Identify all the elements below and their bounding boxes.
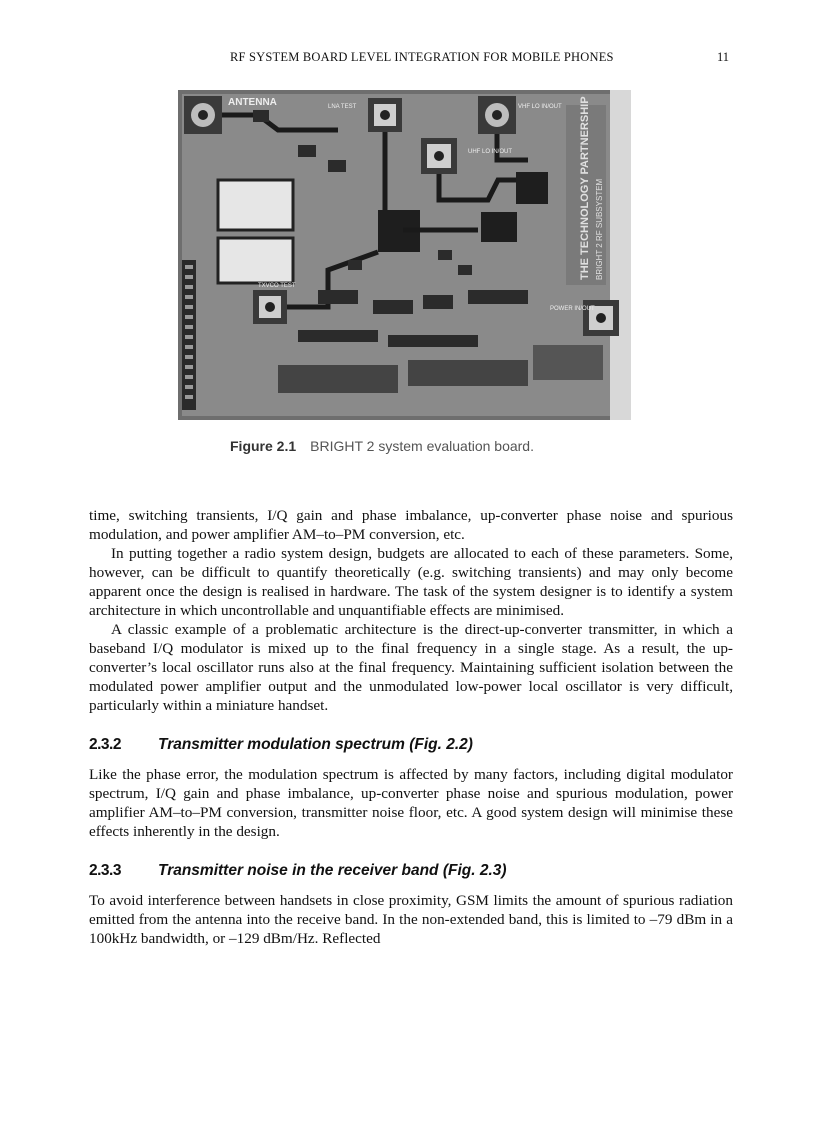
ic-2 [481, 212, 517, 242]
sma-connector-uhf [421, 138, 457, 174]
silk-uhf-lo: UHF LO IN/OUT [468, 149, 513, 155]
sma-connector-antenna [184, 96, 222, 134]
running-head [0, 50, 816, 70]
running-head-title: RF SYSTEM BOARD LEVEL INTEGRATION FOR MOBILE PHONES [230, 50, 614, 64]
sma-connector-vhf [478, 96, 516, 134]
paragraph: To avoid interference between handsets in close proximity, GSM limits the amount of spurious radiation emitted from the antenna into the receive band. In the non-extended band, this is limited to –79 dBm in a 100kHz bandwidth, or –129 dBm/Hz. Reflected [89, 892, 733, 947]
section-number: 2.3.3 [89, 862, 121, 879]
figure-caption [230, 438, 534, 454]
paragraph: time, switching transients, I/Q gain and phase imbalance, up-converter phase noise and spurious modulation, and power amplifier AM–to–PM conversion, etc. [89, 507, 733, 543]
silk-txvco: TXVCO TEST [258, 283, 296, 289]
silk-lna-test: LNA TEST [328, 104, 357, 110]
section-heading-2-3-2 [89, 735, 733, 754]
board-name-text: BRIGHT 2 RF SUBSYSTEM [595, 178, 604, 280]
board-edge [610, 90, 631, 420]
body-text [89, 506, 733, 948]
figure-label: Figure 2.1 [230, 438, 297, 454]
silk-vhf-lo: VHF LO IN/OUT [518, 104, 562, 110]
page-number: 11 [717, 50, 730, 64]
section-heading-2-3-3 [89, 861, 733, 880]
section-title: Transmitter noise in the receiver band (Fig. 2.3) [158, 862, 507, 879]
paragraph: Like the phase error, the modulation spectrum is affected by many factors, including digital modulator spectrum, I/Q gain and phase imbalance, up-converter phase noise and spurious modulation, power amplifier AM–to–PM conversion, transmitter noise floor, etc. A good system design will minimise these effects inherently in the design. [89, 766, 733, 840]
ic-3 [516, 172, 548, 204]
silk-power: POWER IN/OUT [550, 306, 595, 312]
silk-antenna: ANTENNA [228, 97, 277, 108]
sma-connector-lna [368, 98, 402, 132]
section-title: Transmitter modulation spectrum (Fig. 2.2) [158, 736, 473, 753]
board-vendor-text: THE TECHNOLOGY PARTNERSHIP [579, 96, 591, 280]
paragraph: A classic example of a problematic architecture is the direct-up-converter transmitter, in which a baseband I/Q modulator is mixed up to the final frequency in a single stage. As a result, the up-converter’s local oscillator runs also at the final frequency. Maintaining sufficient isolation between the modulated power amplifier output and the unmodulated low-power local oscillator is very difficult, particularly within a miniature handset. [89, 621, 733, 714]
section-number: 2.3.2 [89, 736, 121, 753]
oscillator-module-1 [218, 180, 293, 230]
oscillator-module-2 [218, 238, 293, 283]
figure-caption-text: BRIGHT 2 system evaluation board. [310, 438, 534, 454]
sma-connector-txvco [253, 290, 287, 324]
paragraph: In putting together a radio system design, budgets are allocated to each of these parameters. Some, however, can be difficult to quantify theoretically (e.g. switching transients) and may only become apparent once the design is realised in hardware. The task of the system designer is to identify a system architecture in which uncontrollable and unquantifiable effects are minimised. [89, 545, 733, 619]
figure-2-1-board-photo [178, 90, 631, 420]
